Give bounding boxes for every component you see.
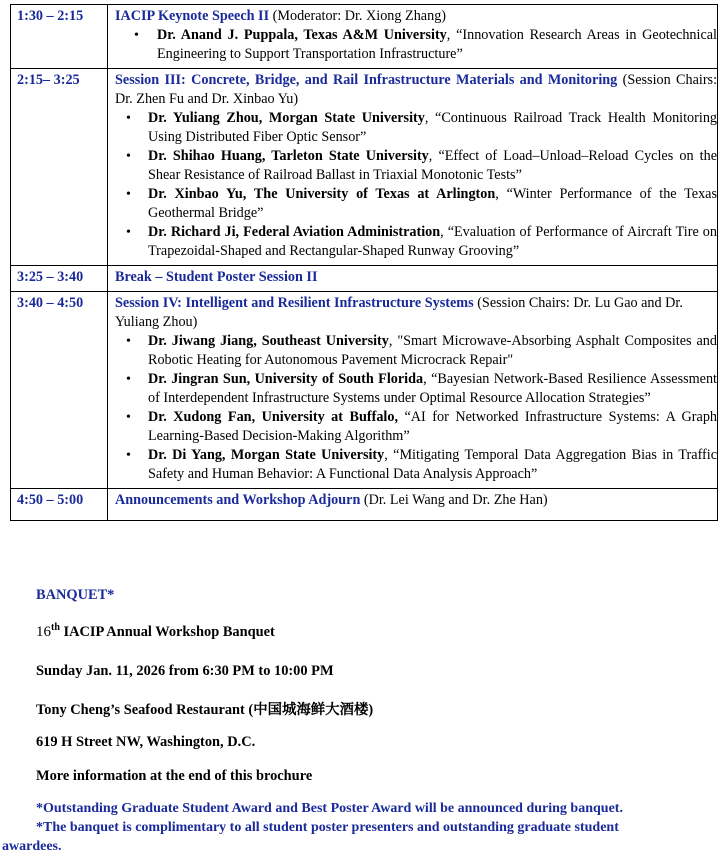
- session-title: IACIP Keynote Speech II: [115, 8, 270, 24]
- award-note: *Outstanding Graduate Student Award and Best Poster Award will be announced during banquet.: [36, 801, 623, 816]
- speaker: Dr. Xinbao Yu, The University of Texas at Arlington: [148, 186, 496, 202]
- session-chairs: (Session Chairs: Dr. Lu Gao and Dr. Yuliang Zhou): [115, 295, 683, 330]
- talk-title: , “Continuous Railroad Track Health Monitoring Using Distributed Fiber Optic Sensor”: [148, 110, 718, 145]
- talk-title: “AI for Networked Infrastructure Systems: A Graph Learning-Based Decision-Making Algorithm”: [148, 409, 718, 444]
- schedule-row: [11, 292, 718, 489]
- session-title: Break – Student Poster Session II: [115, 269, 318, 285]
- banquet-date: Sunday Jan. 11, 2026 from 6:30 PM to 10:00 PM: [36, 663, 334, 679]
- session-title: Session III: Concrete, Bridge, and Rail Infrastructure Materials and Monitoring: [115, 72, 618, 88]
- session-cell: [108, 266, 718, 292]
- session-title: Session IV: Intelligent and Resilient Infrastructure Systems: [115, 295, 474, 311]
- ordinal-number: 16: [36, 624, 51, 640]
- talk-title: , “Bayesian Network-Based Resilience Assessment of Interdependent Infrastructure Systems under Optimal Resource Allocation Strategies”: [148, 371, 717, 406]
- complimentary-note-cont: awardees.: [2, 839, 62, 854]
- speaker: Dr. Richard Ji, Federal Aviation Administration: [148, 224, 441, 240]
- time-slot: 1:30 – 2:15: [11, 5, 108, 69]
- schedule-table: [10, 4, 718, 521]
- talk-item: [115, 223, 717, 261]
- talk-item: [115, 26, 717, 64]
- banquet-venue: Tony Cheng’s Seafood Restaurant (中国城海鲜大酒楼): [36, 702, 374, 718]
- talk-title: , “Effect of Load–Unload–Reload Cycles on the Shear Resistance of Railroad Ballast in Triaxial Monotonic Tests”: [148, 148, 718, 183]
- banquet-more-info: More information at the end of this brochure: [36, 768, 313, 784]
- talk-item: [115, 332, 717, 370]
- talk-title: , “Winter Performance of the Texas Geothermal Bridge”: [148, 186, 717, 221]
- session-hosts: (Dr. Lei Wang and Dr. Zhe Han): [363, 492, 548, 508]
- talk-item: [115, 147, 717, 185]
- talk-item: [115, 446, 717, 484]
- time-slot: 3:40 – 4:50: [11, 292, 108, 489]
- speaker: Dr. Anand J. Puppala, Texas A&M University: [157, 27, 447, 43]
- session-moderator: (Moderator: Dr. Xiong Zhang): [272, 8, 447, 24]
- talk-title: , “Mitigating Temporal Data Aggregation Bias in Traffic Safety and Human Behavior: A Functional Data Analysis Approach”: [148, 447, 717, 482]
- complimentary-note: *The banquet is complimentary to all student poster presenters and outstanding graduate student: [36, 820, 619, 835]
- schedule-row: [11, 489, 718, 521]
- time-slot: 3:25 – 3:40: [11, 266, 108, 292]
- talk-title: , “Evaluation of Performance of Aircraft Tire on Trapezoidal-Shaped and Rectangular-Shaped Runway Grooving”: [148, 224, 717, 259]
- session-cell: [108, 5, 718, 69]
- speaker: Dr. Yuliang Zhou, Morgan State University: [148, 110, 425, 126]
- speaker: Dr. Shihao Huang, Tarleton State University: [148, 148, 429, 164]
- ordinal-suffix: th: [51, 622, 60, 634]
- banquet-heading: BANQUET*: [36, 587, 115, 603]
- banquet-event: [36, 624, 275, 641]
- talk-item: [115, 109, 717, 147]
- talk-item: [115, 370, 717, 408]
- talk-title: , “Innovation Research Areas in Geotechnical Engineering to Support Transportation Infrastructure”: [157, 27, 717, 62]
- schedule-row: [11, 266, 718, 292]
- time-slot: 4:50 – 5:00: [11, 489, 108, 521]
- schedule-row: [11, 5, 718, 69]
- speaker: Dr. Di Yang, Morgan State University: [148, 447, 385, 463]
- session-chairs: (Session Chairs: Dr. Zhen Fu and Dr. Xinbao Yu): [115, 72, 718, 107]
- speaker: Dr. Jingran Sun, University of South Florida: [148, 371, 424, 387]
- session-cell: [108, 292, 718, 489]
- schedule-row: [11, 69, 718, 266]
- speaker: Dr. Xudong Fan, University at Buffalo,: [148, 409, 398, 425]
- talk-item: [115, 408, 717, 446]
- session-cell: [108, 489, 718, 521]
- session-cell: [108, 69, 718, 266]
- time-slot: 2:15– 3:25: [11, 69, 108, 266]
- banquet-address: 619 H Street NW, Washington, D.C.: [36, 734, 256, 750]
- speaker: Dr. Jiwang Jiang, Southeast University: [148, 333, 389, 349]
- session-title: Announcements and Workshop Adjourn: [115, 492, 361, 508]
- talk-title: , "Smart Microwave-Absorbing Asphalt Composites and Robotic Heating for Autonomous Pavement Microcrack Repair": [148, 333, 717, 368]
- event-name: IACIP Annual Workshop Banquet: [63, 624, 275, 640]
- talk-item: [115, 185, 717, 223]
